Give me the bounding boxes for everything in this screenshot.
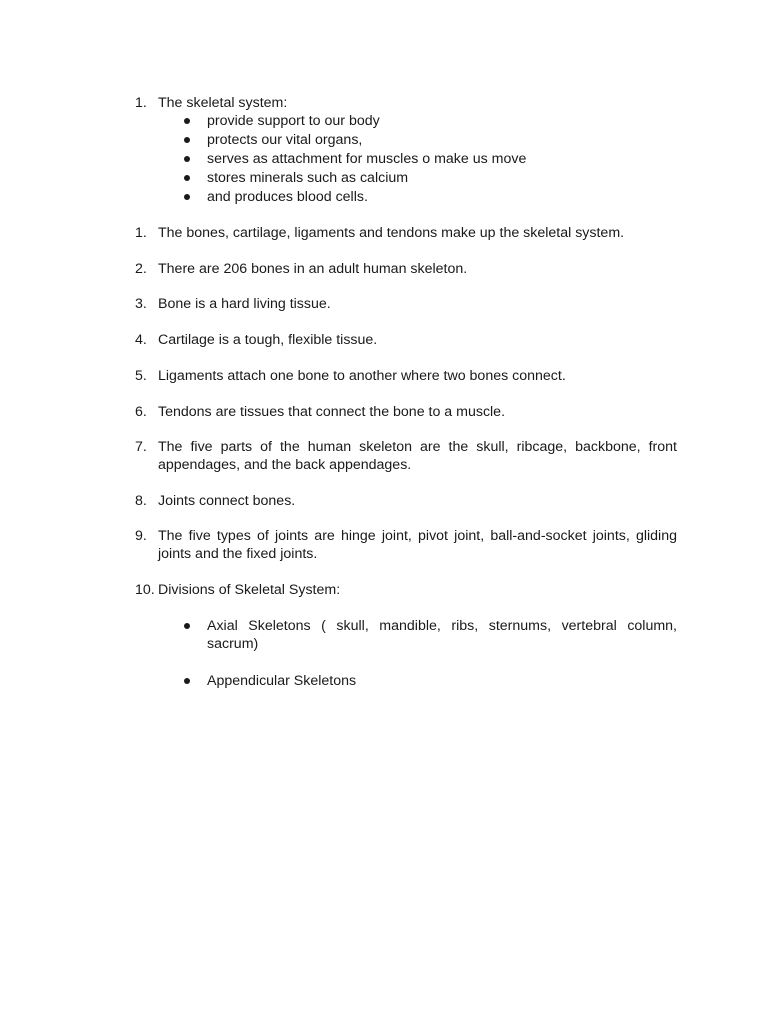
bullet-text: provide support to our body <box>207 113 380 129</box>
intro-bullet-list <box>183 112 677 207</box>
bullet-text: serves as attachment for muscles o make us move <box>207 151 527 167</box>
divisions-bullet-list <box>183 672 677 690</box>
list-text: The skeletal system: <box>158 95 288 111</box>
list-number: 8. <box>135 493 147 509</box>
list-item <box>135 331 677 349</box>
list-number: 3. <box>135 296 147 312</box>
bullet-item <box>183 672 677 690</box>
bullet-item <box>183 188 677 207</box>
list-number: 2. <box>135 261 147 277</box>
list-number: 1. <box>135 95 147 111</box>
bullet-icon <box>184 678 190 684</box>
list-text: The five types of joints are hinge joint, pivot joint, ball-and-socket joints, gliding joints and the fixed joints. <box>158 528 677 562</box>
list-text: Divisions of Skeletal System: <box>158 582 341 598</box>
list-text: Ligaments attach one bone to another where two bones connect. <box>158 368 566 384</box>
list-text: Tendons are tissues that connect the bone to a muscle. <box>158 404 506 420</box>
bullet-item <box>183 150 677 169</box>
bullet-text: protects our vital organs, <box>207 132 363 148</box>
list-item-intro <box>135 94 677 112</box>
list-item <box>135 492 677 510</box>
divisions-bullet-list <box>183 617 677 653</box>
list-item <box>135 581 677 599</box>
bullet-text: Axial Skeletons ( skull, mandible, ribs, sternums, vertebral column, sacrum) <box>207 618 677 652</box>
bullet-item <box>183 169 677 188</box>
list-text: There are 206 bones in an adult human skeleton. <box>158 261 468 277</box>
list-number: 9. <box>135 528 147 544</box>
bullet-text: and produces blood cells. <box>207 189 368 205</box>
bullet-icon <box>184 137 190 143</box>
bullet-icon <box>184 623 190 629</box>
list-text: The bones, cartilage, ligaments and tendons make up the skeletal system. <box>158 225 625 241</box>
list-text: Bone is a hard living tissue. <box>158 296 331 312</box>
bullet-icon <box>184 118 190 124</box>
list-item <box>135 403 677 421</box>
list-item <box>135 224 677 242</box>
list-number: 6. <box>135 404 147 420</box>
bullet-text: Appendicular Skeletons <box>207 673 357 689</box>
list-item <box>135 295 677 313</box>
list-number: 7. <box>135 439 147 455</box>
list-number: 10. <box>135 582 155 598</box>
list-item <box>135 260 677 278</box>
list-text: Cartilage is a tough, flexible tissue. <box>158 332 378 348</box>
bullet-item <box>183 131 677 150</box>
list-item <box>135 367 677 385</box>
list-text: Joints connect bones. <box>158 493 296 509</box>
list-item <box>135 438 677 474</box>
list-number: 4. <box>135 332 147 348</box>
bullet-icon <box>184 156 190 162</box>
list-number: 1. <box>135 225 147 241</box>
bullet-icon <box>184 194 190 200</box>
list-number: 5. <box>135 368 147 384</box>
bullet-icon <box>184 175 190 181</box>
bullet-item <box>183 112 677 131</box>
list-item <box>135 527 677 563</box>
bullet-text: stores minerals such as calcium <box>207 170 409 186</box>
list-text: The five parts of the human skeleton are the skull, ribcage, backbone, front appendages, and the back appendages. <box>158 439 677 473</box>
bullet-item <box>183 617 677 653</box>
